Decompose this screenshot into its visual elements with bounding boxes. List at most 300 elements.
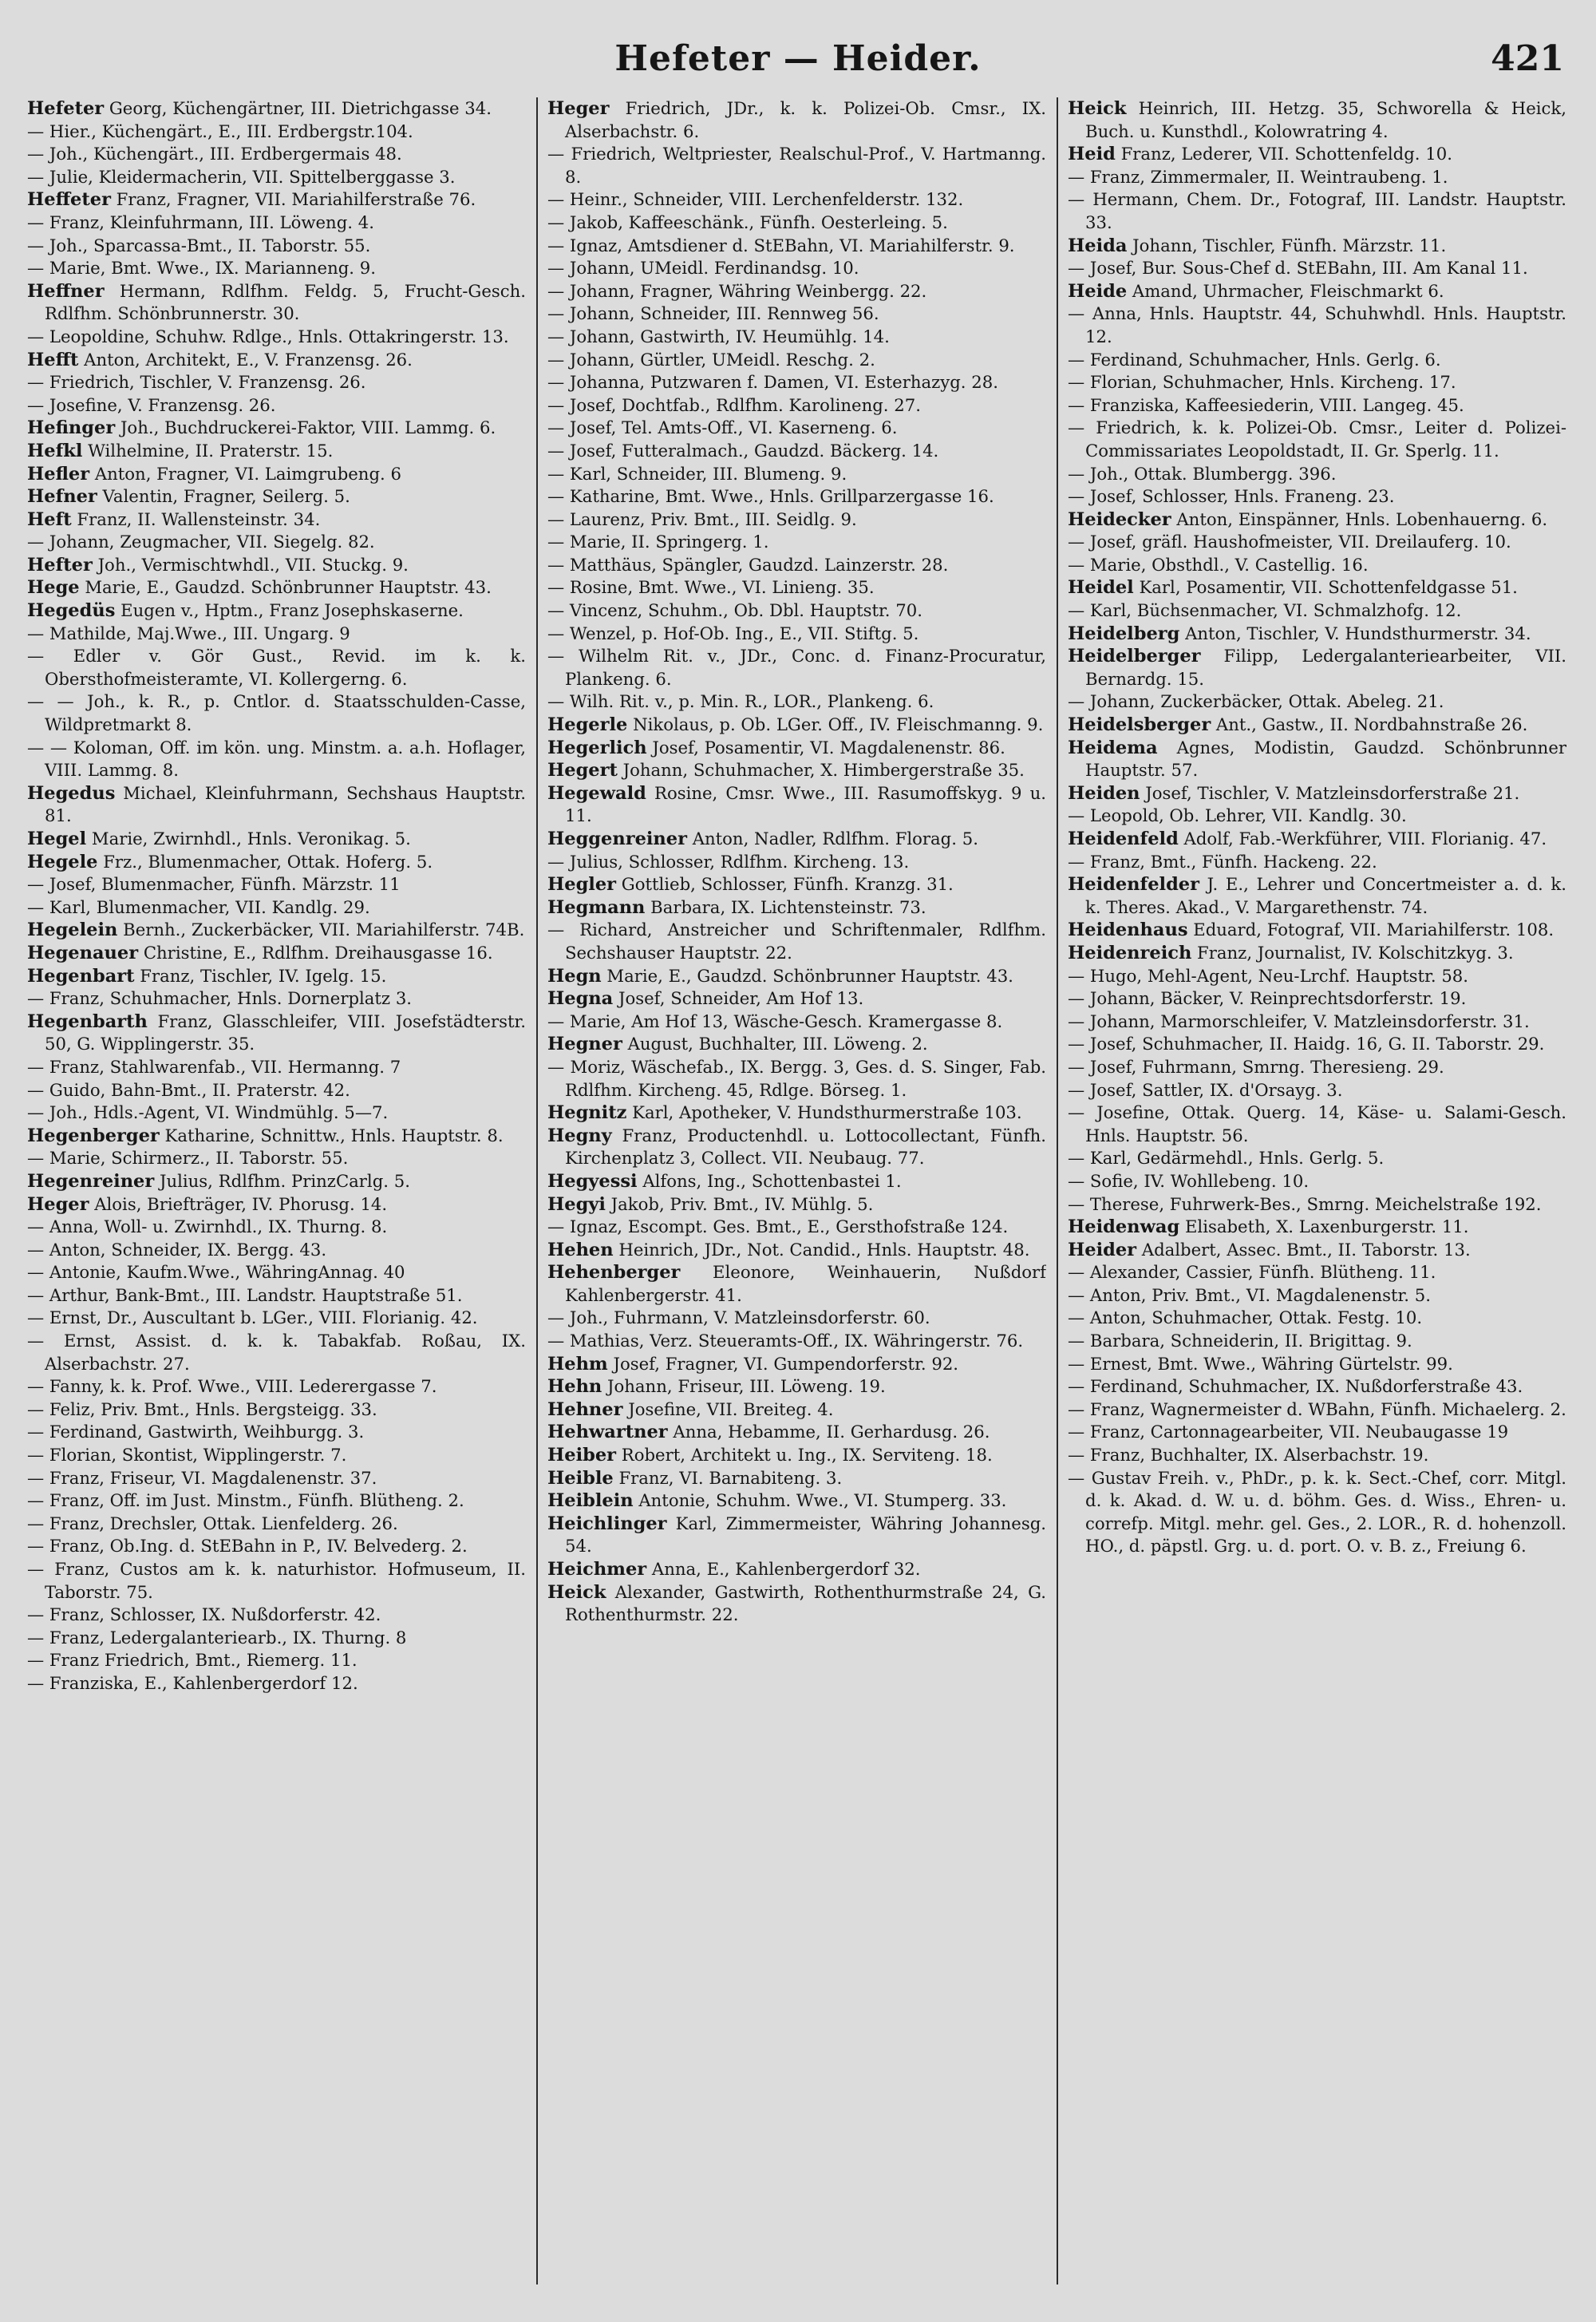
entry-surname: Hegyessi	[547, 1170, 638, 1192]
directory-entry	[27, 508, 526, 532]
directory-entry	[1068, 485, 1566, 508]
entry-surname: Heidenfeld	[1068, 829, 1179, 849]
directory-entry	[547, 257, 1046, 280]
entry-text: — Franz, Wagnermeister d. WBahn, Fünfh. Michaelerg. 2.	[1068, 1398, 1566, 1419]
directory-entry	[27, 1513, 526, 1536]
directory-entry	[27, 257, 526, 280]
directory-entry	[1068, 1239, 1566, 1262]
directory-entry	[547, 143, 1046, 188]
directory-entry	[547, 349, 1046, 372]
directory-entry	[547, 782, 1046, 828]
directory-entry	[27, 1261, 526, 1284]
entry-text: — Josef, Sattler, IX. d'Orsayg. 3.	[1068, 1079, 1343, 1100]
entry-surname: Hegner	[547, 1034, 622, 1055]
directory-entry	[27, 531, 526, 554]
entry-text: August, Buchhalter, III. Löweng. 2.	[622, 1034, 928, 1054]
directory-entry	[1068, 257, 1566, 280]
entry-text: — Franz, Schuhmacher, Hnls. Dornerplatz 3.	[27, 988, 413, 1009]
entry-text: — Wenzel, p. Hof-Ob. Ing., E., VII. Stiftg. 5.	[547, 623, 919, 643]
entry-text: — Josef, Futteralmach., Gaudzd. Bäckerg. 14.	[547, 440, 939, 461]
entry-text: Adalbert, Assec. Bmt., II. Taborstr. 13.	[1136, 1239, 1471, 1260]
directory-entry	[547, 645, 1046, 690]
directory-entry	[27, 97, 526, 121]
entry-surname: Hege	[27, 577, 80, 599]
entry-text: — Antonie, Kaufm.Wwe., WähringAnnag. 40	[27, 1262, 405, 1283]
entry-surname: Hehm	[547, 1353, 608, 1375]
entry-text: Josef, Schneider, Am Hof 13.	[613, 988, 864, 1009]
directory-entry	[27, 851, 526, 874]
directory-entry	[1068, 166, 1566, 189]
entry-surname: Heidenreich	[1068, 942, 1192, 963]
entry-text: — Anton, Schneider, IX. Bergg. 43.	[27, 1239, 327, 1260]
entry-text: Alfons, Ing., Schottenbastei 1.	[637, 1170, 902, 1191]
directory-entry	[547, 485, 1046, 508]
directory-entry	[547, 987, 1046, 1011]
entry-text: — Friedrich, Weltpriester, Realschul-Prof., V. Hartmanng. 8.	[547, 144, 1046, 187]
directory-entry	[1068, 554, 1566, 577]
entry-text: — Johann, UMeidl. Ferdinandsg. 10.	[547, 258, 859, 279]
directory-entry	[1068, 188, 1566, 234]
entry-text: — Ferdinand, Schuhmacher, Hnls. Gerlg. 6.	[1068, 349, 1441, 370]
entry-text: — Anna, Woll- u. Zwirnhdl., IX. Thurng. 8.	[27, 1216, 388, 1237]
entry-surname: Heffeter	[27, 189, 111, 211]
entry-text: — Gustav Freih. v., PhDr., p. k. k. Sect.-Chef, corr. Mitgl. d. k. Akad. d. W. u. d. böhm. Ges. d. Wiss., Ehren- u. correfp. Mitgl. mehr. gel. Ges., 2. LOR., R. d. hohenzoll. HO., d. päpstl. Grg. u. d. port. O. v. B. z., Freiung 6.	[1068, 1467, 1566, 1557]
entry-text: — Franz, Bmt., Fünfh. Hackeng. 22.	[1068, 851, 1377, 872]
directory-entry	[1068, 508, 1566, 532]
entry-text: — Leopold, Ob. Lehrer, VII. Kandlg. 30.	[1068, 805, 1407, 826]
entry-surname: Hefeter	[27, 98, 105, 119]
entry-surname: Heidenwag	[1068, 1216, 1180, 1238]
entry-text: Anton, Fragner, VI. Laimgrubeng. 6	[89, 463, 401, 484]
entry-surname: Hegna	[547, 988, 614, 1010]
entry-text: Franz, Glasschleifer, VIII. Josefstädterstr. 50, G. Wipplingerstr. 35.	[45, 1011, 526, 1054]
directory-entry	[1068, 394, 1566, 417]
entry-surname: Heiden	[1068, 782, 1140, 804]
directory-entry	[1068, 873, 1566, 919]
entry-surname: Heidenfelder	[1068, 874, 1199, 896]
entry-text: — Anton, Priv. Bmt., VI. Magdalenenstr. 5.	[1068, 1284, 1431, 1305]
entry-text: — Josef, Blumenmacher, Fünfh. Märzstr. 11	[27, 874, 401, 895]
entry-text: — Joh., Fuhrmann, V. Matzleinsdorferstr. 60.	[547, 1307, 930, 1328]
entry-text: — Josef, Fuhrmann, Smrng. Theresieng. 29.	[1068, 1056, 1444, 1077]
page-header	[0, 32, 1596, 88]
directory-entry	[1068, 1284, 1566, 1307]
entry-text: — Fanny, k. k. Prof. Wwe., VIII. Lederergasse 7.	[27, 1376, 437, 1397]
directory-entry	[27, 1239, 526, 1262]
entry-surname: Heidelberger	[1068, 646, 1201, 667]
entry-text: Josef, Posamentir, VI. Magdalenenstr. 86.	[646, 737, 1005, 758]
directory-entry	[1068, 349, 1566, 372]
directory-entry	[1068, 1467, 1566, 1558]
entry-text: — Joh., Sparcassa-Bmt., II. Taborstr. 55.	[27, 235, 371, 255]
entry-surname: Heible	[547, 1467, 614, 1489]
entry-text: — Johann, Schneider, III. Rennweg 56.	[547, 303, 879, 324]
directory-entry	[27, 1193, 526, 1216]
directory-entry	[547, 1353, 1046, 1376]
entry-text: — — Koloman, Off. im kön. ung. Minstm. a. a.h. Hoflager, VIII. Lammg. 8.	[27, 737, 526, 781]
entry-text: — Ernst, Assist. d. k. k. Tabakfab. Roßau, IX. Alserbachstr. 27.	[27, 1331, 526, 1374]
entry-text: — Josef, Tel. Amts-Off., VI. Kaserneng. 6.	[547, 417, 898, 438]
directory-entry	[547, 1489, 1046, 1513]
directory-entry	[1068, 235, 1566, 258]
entry-text: Johann, Tischler, Fünfh. Märzstr. 11.	[1127, 235, 1447, 255]
entry-text: — Marie, Obsthdl., V. Castellig. 16.	[1068, 554, 1369, 575]
entry-text: — Johann, Bäcker, V. Reinprechtsdorferstr. 19.	[1068, 988, 1467, 1009]
directory-entry	[27, 554, 526, 577]
directory-entry	[1068, 1307, 1566, 1330]
entry-surname: Heidel	[1068, 577, 1134, 599]
directory-entry	[547, 212, 1046, 235]
directory-entry	[27, 1558, 526, 1604]
entry-text: — Johann, Gürtler, UMeidl. Reschg. 2.	[547, 349, 875, 370]
entry-surname: Heiblein	[547, 1490, 634, 1512]
entry-surname: Heide	[1068, 280, 1128, 302]
entry-text: Rosine, Cmsr. Wwe., III. Rasumoffskyg. 9 u. 11.	[565, 782, 1046, 826]
entry-text: Anton, Einspänner, Hnls. Lobenhauerng. 6.	[1171, 508, 1548, 529]
directory-entry	[27, 121, 526, 144]
entry-text: — Joh., Ottak. Blumbergg. 396.	[1068, 463, 1337, 484]
entry-surname: Heichmer	[547, 1559, 647, 1580]
directory-entry	[547, 1125, 1046, 1170]
directory-entry	[547, 851, 1046, 874]
entry-surname: Heiber	[547, 1445, 617, 1466]
entry-surname: Heffner	[27, 280, 105, 302]
entry-text: Barbara, IX. Lichtensteinstr. 73.	[645, 896, 926, 917]
directory-entry	[547, 759, 1046, 782]
entry-text: — Hermann, Chem. Dr., Fotograf, III. Landstr. Hauptstr. 33.	[1068, 189, 1566, 232]
directory-entry	[27, 737, 526, 782]
entry-surname: Heger	[27, 1193, 89, 1215]
directory-entry	[27, 1627, 526, 1650]
entry-text: — Marie, II. Springerg. 1.	[547, 532, 769, 552]
entry-text: Franz, Productenhdl. u. Lottocollectant, Fünfh. Kirchenplatz 3, Collect. VII. Neubaug. 77.	[565, 1125, 1046, 1169]
directory-entry	[1068, 828, 1566, 851]
entry-text: — Franziska, E., Kahlenbergerdorf 12.	[27, 1672, 358, 1693]
entry-surname: Hefler	[27, 463, 90, 485]
directory-entry	[27, 143, 526, 166]
entry-text: — Johann, Zeugmacher, VII. Siegelg. 82.	[27, 532, 375, 552]
entry-text: — Arthur, Bank-Bmt., III. Landstr. Hauptstraße 51.	[27, 1284, 463, 1305]
entry-text: — Franz, Stahlwarenfab., VII. Hermanng. 7	[27, 1056, 401, 1077]
directory-entry	[547, 1444, 1046, 1467]
entry-text: — Therese, Fuhrwerk-Bes., Smrng. Meichelstraße 192.	[1068, 1193, 1542, 1214]
directory-entry	[547, 1216, 1046, 1239]
directory-entry	[547, 828, 1046, 851]
directory-entry	[1068, 1102, 1566, 1147]
entry-text: Julius, Rdlfhm. PrinzCarlg. 5.	[154, 1170, 410, 1191]
entry-text: — Johann, Marmorschleifer, V. Matzleinsdorferstr. 31.	[1068, 1011, 1530, 1031]
entry-surname: Hegenberger	[27, 1125, 160, 1146]
directory-entry	[547, 1261, 1046, 1307]
directory-entry	[547, 1056, 1046, 1102]
entry-text: Marie, Zwirnhdl., Hnls. Veronikag. 5.	[86, 829, 411, 848]
directory-entry	[547, 690, 1046, 714]
column-divider	[536, 97, 538, 2284]
entry-text: Franz, Tischler, IV. Igelg. 15.	[134, 965, 387, 986]
directory-entry	[547, 896, 1046, 920]
entry-text: — Josef, Bur. Sous-Chef d. StEBahn, III. Am Kanal 11.	[1068, 258, 1528, 279]
directory-entry	[27, 1011, 526, 1056]
directory-entry	[27, 828, 526, 851]
entry-text: Adolf, Fab.-Werkführer, VIII. Florianig. 47.	[1178, 829, 1547, 848]
directory-entry	[547, 1581, 1046, 1627]
directory-entry	[547, 1421, 1046, 1444]
entry-text: — Franz, Cartonnagearbeiter, VII. Neubaugasse 19	[1068, 1422, 1509, 1442]
entry-text: — Anton, Schuhmacher, Ottak. Festg. 10.	[1068, 1307, 1423, 1328]
entry-text: — Guido, Bahn-Bmt., II. Praterstr. 42.	[27, 1079, 350, 1100]
entry-text: — Ferdinand, Gastwirth, Weihburgg. 3.	[27, 1422, 365, 1442]
entry-text: Joh., Buchdruckerei-Faktor, VIII. Lammg. 6.	[115, 417, 496, 438]
entry-text: — Franz, Custos am k. k. naturhistor. Hofmuseum, II. Taborstr. 75.	[27, 1559, 526, 1602]
directory-entry	[1068, 576, 1566, 599]
directory-entry	[547, 576, 1046, 599]
directory-entry	[27, 485, 526, 508]
entry-surname: Heider	[1068, 1239, 1137, 1260]
entry-text: — Johanna, Putzwaren f. Damen, VI. Esterhazyg. 28.	[547, 372, 998, 393]
entry-text: — Julius, Schlosser, Rdlfhm. Kircheng. 13.	[547, 851, 910, 872]
entry-text: — Marie, Am Hof 13, Wäsche-Gesch. Kramergasse 8.	[547, 1011, 1003, 1031]
entry-text: Georg, Küchengärtner, III. Dietrichgasse 34.	[104, 98, 492, 118]
directory-entry	[27, 690, 526, 736]
directory-entry	[547, 1330, 1046, 1353]
directory-entry	[547, 1558, 1046, 1581]
directory-entry	[547, 326, 1046, 349]
directory-entry	[1068, 1170, 1566, 1193]
directory-entry	[27, 576, 526, 599]
directory-entry	[27, 645, 526, 690]
entry-surname: Hegenreiner	[27, 1170, 155, 1192]
directory-entry	[1068, 1079, 1566, 1102]
entry-text: Amand, Uhrmacher, Fleischmarkt 6.	[1127, 280, 1444, 301]
column-2	[547, 97, 1046, 2300]
directory-entry	[547, 1239, 1046, 1262]
entry-text: Franz, Journalist, IV. Kolschitzkyg. 3.	[1191, 942, 1514, 963]
entry-surname: Hehn	[547, 1376, 602, 1398]
directory-entry	[547, 737, 1046, 760]
directory-entry	[547, 440, 1046, 463]
entry-text: Franz, Fragner, VII. Mariahilferstraße 76.	[110, 189, 476, 210]
directory-entry	[27, 896, 526, 920]
directory-entry	[547, 965, 1046, 988]
directory-entry	[547, 463, 1046, 486]
directory-entry	[27, 965, 526, 988]
entry-text: Eugen v., Hptm., Franz Josephskaserne.	[115, 600, 464, 621]
entry-text: Karl, Zimmermeister, Währing Johannesg. 54.	[565, 1513, 1046, 1557]
entry-text: Gottlieb, Schlosser, Fünfh. Kranzg. 31.	[616, 874, 954, 895]
directory-entry	[27, 440, 526, 463]
entry-text: J. E., Lehrer und Concertmeister a. d. k. k. Theres. Akad., V. Margarethenstr. 74.	[1085, 874, 1566, 917]
entry-text: Ant., Gastw., II. Nordbahnstraße 26.	[1211, 714, 1528, 735]
entry-text: Joh., Vermischtwhdl., VII. Stuckg. 9.	[92, 554, 409, 575]
entry-text: — Barbara, Schneiderin, II. Brigittag. 9.	[1068, 1331, 1412, 1351]
entry-text: — Karl, Gedärmehdl., Hnls. Gerlg. 5.	[1068, 1148, 1385, 1169]
directory-entry	[27, 1672, 526, 1695]
directory-entry	[547, 394, 1046, 417]
directory-entry	[547, 1193, 1046, 1216]
directory-entry	[1068, 942, 1566, 965]
directory-entry	[1068, 1421, 1566, 1444]
directory-columns	[27, 97, 1567, 2300]
directory-entry	[27, 212, 526, 235]
entry-text: — Ferdinand, Schuhmacher, IX. Nußdorferstraße 43.	[1068, 1376, 1523, 1397]
entry-surname: Heidelsberger	[1068, 714, 1211, 736]
entry-surname: Heidenhaus	[1068, 920, 1188, 941]
entry-text: Anton, Tischler, V. Hundsthurmerstr. 34.	[1179, 623, 1531, 643]
entry-text: Valentin, Fragner, Seilerg. 5.	[97, 486, 350, 507]
entry-text: — Alexander, Cassier, Fünfh. Blütheng. 11.	[1068, 1262, 1436, 1283]
entry-surname: Hegert	[547, 760, 618, 781]
directory-entry	[27, 1649, 526, 1672]
directory-entry	[27, 326, 526, 349]
entry-text: — Joh., Küchengärt., III. Erdbergermais 48.	[27, 144, 402, 164]
entry-text: Karl, Apotheker, V. Hundsthurmerstraße 103.	[626, 1102, 1022, 1123]
entry-text: — Jakob, Kaffeeschänk., Fünfh. Oesterleing. 5.	[547, 212, 948, 232]
entry-text: — Marie, Bmt. Wwe., IX. Marianneng. 9.	[27, 258, 376, 279]
running-title: Hefeter — Heider.	[614, 38, 982, 79]
entry-surname: Hegedüs	[27, 600, 116, 622]
directory-entry	[547, 1398, 1046, 1422]
entry-text: — Josefine, Ottak. Querg. 14, Käse- u. Salami-Gesch. Hnls. Hauptstr. 56.	[1068, 1102, 1566, 1145]
entry-surname: Hegerlich	[547, 737, 647, 758]
entry-text: Robert, Architekt u. Ing., IX. Serviteng. 18.	[616, 1445, 993, 1466]
entry-text: Nikolaus, p. Ob. LGer. Off., IV. Fleischmanng. 9.	[627, 714, 1044, 735]
entry-text: — Edler v. Gör Gust., Revid. im k. k. Obersthofmeisteramte, VI. Kollergerng. 6.	[27, 646, 526, 689]
entry-text: Anton, Architekt, E., V. Franzensg. 26.	[78, 349, 413, 370]
entry-surname: Hehenberger	[547, 1262, 681, 1284]
entry-text: Elisabeth, X. Laxenburgerstr. 11.	[1179, 1216, 1469, 1237]
entry-text: Frz., Blumenmacher, Ottak. Hoferg. 5.	[97, 851, 433, 872]
entry-surname: Heft	[27, 508, 72, 530]
directory-entry	[1068, 645, 1566, 690]
entry-text: — Richard, Anstreicher und Schriftenmaler, Rdlfhm. Sechshauser Hauptstr. 22.	[547, 920, 1046, 963]
directory-entry	[1068, 919, 1566, 942]
entry-text: Franz, II. Wallensteinstr. 34.	[71, 508, 321, 529]
entry-text: — Josefine, V. Franzensg. 26.	[27, 394, 276, 415]
entry-text: — Franz, Friseur, VI. Magdalenenstr. 37.	[27, 1467, 377, 1488]
entry-surname: Heid	[1068, 144, 1116, 165]
directory-entry	[27, 371, 526, 394]
entry-text: — Julie, Kleidermacherin, VII. Spittelberggasse 3.	[27, 166, 456, 187]
directory-entry	[27, 1444, 526, 1467]
entry-surname: Hefinger	[27, 417, 116, 439]
directory-entry	[547, 371, 1046, 394]
entry-text: — Mathilde, Maj.Wwe., III. Ungarg. 9	[27, 623, 350, 643]
entry-text: Franz, VI. Barnabiteng. 3.	[613, 1467, 843, 1488]
entry-text: — Franz, Zimmermaler, II. Weintraubeng. 1.	[1068, 166, 1448, 187]
directory-entry	[547, 280, 1046, 303]
directory-entry	[547, 919, 1046, 964]
entry-text: — Franz, Ob.Ing. d. StEBahn in P., IV. Belvederg. 2.	[27, 1536, 468, 1557]
directory-entry	[27, 1398, 526, 1422]
entry-surname: Heidelberg	[1068, 623, 1180, 644]
entry-surname: Hegenauer	[27, 942, 139, 963]
directory-entry	[27, 1216, 526, 1239]
entry-surname: Hegewald	[547, 782, 646, 804]
entry-text: — Friedrich, Tischler, V. Franzensg. 26.	[27, 372, 366, 393]
directory-entry	[27, 394, 526, 417]
directory-entry	[1068, 690, 1566, 714]
entry-text: Agnes, Modistin, Gaudzd. Schönbrunner Hauptstr. 57.	[1085, 737, 1566, 781]
directory-entry	[1068, 805, 1566, 828]
entry-text: — Friedrich, k. k. Polizei-Ob. Cmsr., Leiter d. Polizei-Commissariates Leopoldstadt, II. Gr. Sperlg. 11.	[1068, 417, 1566, 461]
entry-text: — Mathias, Verz. Steueramts-Off., IX. Währingerstr. 76.	[547, 1331, 1024, 1351]
entry-surname: Hegelein	[27, 920, 118, 941]
entry-text: — Vincenz, Schuhm., Ob. Dbl. Hauptstr. 70.	[547, 600, 922, 621]
entry-text: Wilhelmine, II. Praterstr. 15.	[82, 440, 334, 461]
directory-entry	[1068, 303, 1566, 348]
directory-entry	[27, 280, 526, 326]
entry-text: — Josef, Schuhmacher, II. Haidg. 16, G. II. Taborstr. 29.	[1068, 1034, 1545, 1054]
directory-entry	[1068, 1193, 1566, 1216]
directory-entry	[547, 873, 1046, 896]
column-divider	[1057, 97, 1058, 2284]
directory-entry	[1068, 1261, 1566, 1284]
directory-entry	[27, 1604, 526, 1627]
directory-entry	[1068, 599, 1566, 623]
entry-text: Anna, E., Kahlenbergerdorf 32.	[646, 1559, 921, 1579]
entry-surname: Hegny	[547, 1125, 612, 1146]
entry-text: — Florian, Schuhmacher, Hnls. Kircheng. 17.	[1068, 372, 1456, 393]
entry-text: — Sofie, IV. Wohllebeng. 10.	[1068, 1170, 1310, 1191]
directory-entry	[27, 1102, 526, 1125]
directory-entry	[27, 987, 526, 1011]
directory-entry	[547, 623, 1046, 646]
entry-text: — Leopoldine, Schuhw. Rdlge., Hnls. Ottakringerstr. 13.	[27, 326, 509, 346]
directory-entry	[1068, 371, 1566, 394]
entry-surname: Heger	[547, 98, 610, 119]
entry-text: Hermann, Rdlfhm. Feldg. 5, Frucht-Gesch. Rdlfhm. Schönbrunnerstr. 30.	[45, 280, 526, 324]
entry-text: — Ignaz, Amtsdiener d. StEBahn, VI. Mariahilferstr. 9.	[547, 235, 1015, 255]
entry-text: Heinrich, JDr., Not. Candid., Hnls. Hauptstr. 48.	[613, 1239, 1030, 1260]
entry-surname: Hegnitz	[547, 1102, 627, 1124]
entry-surname: Hefner	[27, 486, 97, 508]
directory-entry	[547, 1011, 1046, 1034]
entry-text: — Franziska, Kaffeesiederin, VIII. Langeg. 45.	[1068, 394, 1464, 415]
entry-surname: Hegerle	[547, 714, 628, 736]
entry-text: — Johann, Fragner, Währing Weinbergg. 22.	[547, 280, 927, 301]
entry-surname: Hehwartner	[547, 1422, 668, 1443]
directory-entry	[27, 599, 526, 623]
entry-surname: Heggenreiner	[547, 829, 687, 849]
directory-entry	[27, 1467, 526, 1490]
directory-entry	[547, 1033, 1046, 1056]
directory-entry	[27, 1375, 526, 1398]
directory-entry	[27, 188, 526, 212]
entry-text: — Wilh. Rit. v., p. Min. R., LOR., Plankeng. 6.	[547, 691, 934, 712]
entry-text: Franz, Lederer, VII. Schottenfeldg. 10.	[1115, 144, 1452, 164]
directory-entry	[547, 599, 1046, 623]
entry-text: — Anna, Hnls. Hauptstr. 44, Schuhwhdl. Hnls. Hauptstr. 12.	[1068, 303, 1566, 346]
entry-text: Eleonore, Weinhauerin, Nußdorf Kahlenbergerstr. 41.	[565, 1262, 1046, 1305]
directory-entry	[547, 508, 1046, 532]
entry-text: Marie, E., Gaudzd. Schönbrunner Hauptstr. 43.	[601, 965, 1013, 986]
directory-entry	[27, 1330, 526, 1375]
entry-surname: Hefter	[27, 554, 93, 576]
entry-text: Anna, Hebamme, II. Gerhardusg. 26.	[667, 1422, 990, 1442]
directory-entry	[1068, 1398, 1566, 1422]
directory-entry	[547, 1375, 1046, 1398]
directory-entry	[547, 1307, 1046, 1330]
directory-entry	[1068, 1216, 1566, 1239]
entry-text: Filipp, Ledergalanteriearbeiter, VII. Bernardg. 15.	[1085, 646, 1566, 689]
directory-entry	[1068, 1375, 1566, 1398]
directory-entry	[27, 417, 526, 440]
entry-surname: Hefkl	[27, 440, 83, 461]
entry-text: — Rosine, Bmt. Wwe., VI. Linieng. 35.	[547, 577, 875, 598]
entry-text: Karl, Posamentir, VII. Schottenfeldgasse 51.	[1133, 577, 1518, 598]
entry-text: Heinrich, III. Hetzg. 35, Schworella & Heick, Buch. u. Kunsthdl., Kolowratring 4.	[1085, 98, 1566, 141]
directory-entry	[27, 166, 526, 189]
